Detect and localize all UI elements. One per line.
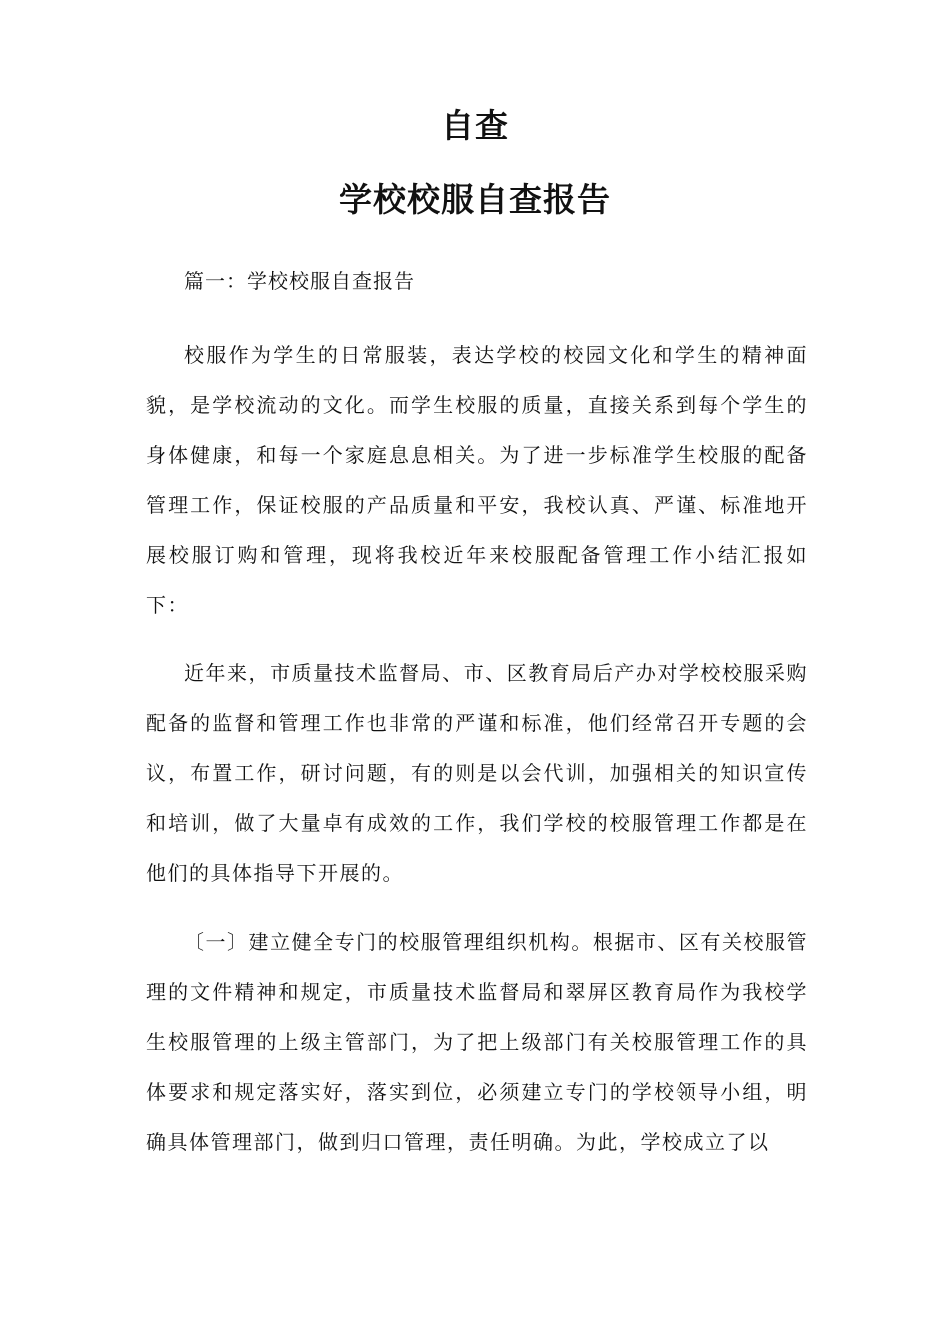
body-paragraph-2: 近年来，市质量技术监督局、市、区教育局后产办对学校校服采购配备的监督和管理工作也非常的严谨和标准，他们经常召开专题的会议，布置工作，研讨问题，有的则是以会代训，加强相关的知识宣传和培训，做了大量卓有成效的工作，我们学校的校服管理工作都是在他们的具体指导下开展的。 <box>146 661 808 885</box>
document-title: 自查 <box>441 106 509 145</box>
body-paragraph-3: 〔一〕建立健全专门的校服管理组织机构。根据市、区有关校服管理的文件精神和规定，市质量技术监督局和翠屏区教育局作为我校学生校服管理的上级主管部门，为了把上级部门有关校服管理工作的具体要求和规定落实好，落实到位，必须建立专门的学校领导小组，明确具体管理部门，做到归口管理，责任明确。为此，学校成立了以 <box>146 930 808 1154</box>
body-paragraph-1: 校服作为学生的日常服装，表达学校的校园文化和学生的精神面貌，是学校流动的文化。而学生校服的质量，直接关系到每个学生的身体健康，和每一个家庭息息相关。为了进一步标准学生校服的配备管理工作，保证校服的产品质量和平安，我校认真、严谨、标准地开展校服订购和管理，现将我校近年来校服配备管理工作小结汇报如下： <box>146 343 808 617</box>
document-subtitle: 学校校服自查报告 <box>339 180 611 219</box>
section-heading: 篇一：学校校服自查报告 <box>184 269 415 293</box>
